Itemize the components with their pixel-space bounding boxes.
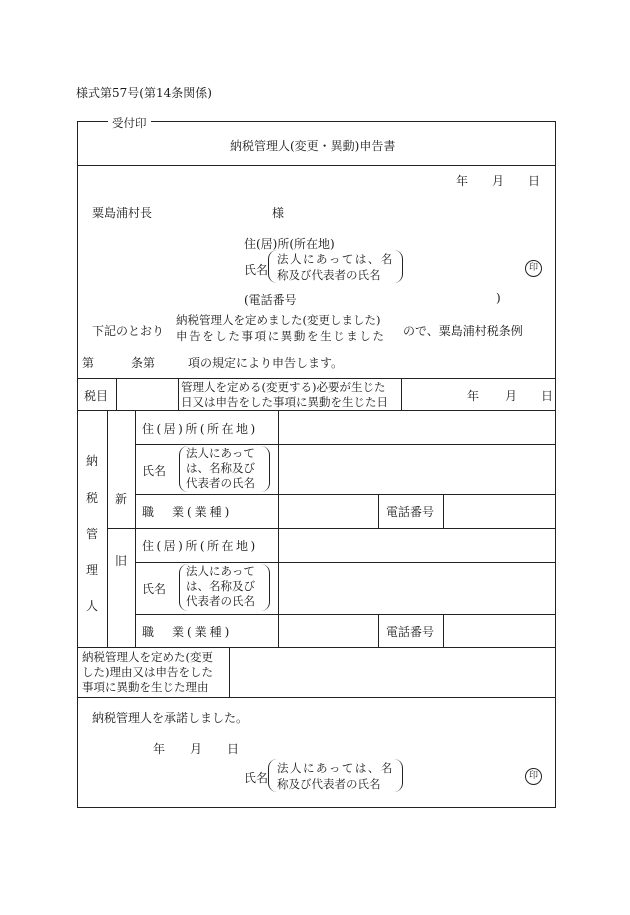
divider [278, 410, 279, 647]
old-name-label: 氏名 [142, 582, 167, 596]
acceptance-month: 月 [190, 742, 203, 756]
form-number: 様式第57号(第14条関係) [76, 86, 212, 100]
old-name-note-line1: 法人にあって [186, 564, 255, 578]
date-need-month: 月 [505, 389, 518, 403]
statement-article: 第 [82, 356, 95, 370]
acceptance-year: 年 [153, 742, 166, 756]
seal-icon: 印 [525, 768, 542, 785]
addressee-honorific: 様 [272, 206, 285, 220]
old-address-label: 住(居)所(所在地) [142, 539, 258, 553]
new-name-label: 氏名 [142, 464, 167, 478]
date-need-label-line2: 日又は申告をした事項に異動を生じた日 [181, 395, 388, 409]
divider [135, 562, 556, 563]
date-year-label: 年 [456, 174, 469, 188]
divider [77, 647, 556, 648]
divider [77, 165, 556, 166]
side-label-char: 税 [86, 491, 99, 505]
divider [378, 614, 379, 647]
side-label-char: 人 [86, 599, 99, 613]
divider [116, 378, 117, 410]
reason-label-line2: した)理由又は申告をした [82, 665, 213, 679]
old-name-note-line3: 代表者の氏名 [186, 594, 255, 608]
date-need-year: 年 [467, 389, 480, 403]
date-need-label-line1: 管理人を定める(変更する)必要が生じた [181, 380, 386, 394]
applicant-name-note-line2: 称及び代表者の氏名 [277, 268, 381, 282]
reason-label-line3: 事項に異動を生じた理由 [82, 680, 209, 694]
old-label: 旧 [115, 554, 128, 568]
acceptance-day: 日 [227, 742, 240, 756]
new-name-note-line3: 代表者の氏名 [186, 476, 255, 490]
side-label-char: 管 [86, 527, 99, 541]
acceptance-text: 納税管理人を承諾しました。 [92, 711, 249, 725]
divider [443, 494, 444, 528]
old-phone-label: 電話番号 [386, 625, 435, 639]
divider [229, 647, 230, 697]
applicant-phone-label: (電話番号 [244, 293, 297, 307]
new-address-label: 住(居)所(所在地) [142, 422, 258, 436]
side-label-char: 理 [86, 563, 99, 577]
statement-clause: 条第 [131, 356, 156, 370]
new-name-note-line1: 法人にあって [186, 446, 255, 460]
divider [378, 494, 379, 528]
divider [77, 410, 556, 411]
applicant-name-label: 氏名 [244, 263, 269, 277]
date-need-day: 日 [541, 389, 554, 403]
applicant-phone-close: ) [496, 291, 501, 305]
divider [135, 494, 556, 495]
old-occupation-label: 職 業(業種) [142, 625, 233, 639]
divider [443, 614, 444, 647]
new-name-note-line2: は、名称及び [186, 461, 255, 475]
divider [135, 614, 556, 615]
applicant-name-note-line1: 法人にあっては、名 [277, 252, 394, 266]
divider [77, 697, 556, 698]
statement-option1: 納税管理人を定めました(変更しました) [176, 313, 381, 327]
divider [107, 410, 108, 647]
acceptance-name-label: 氏名 [244, 771, 269, 785]
divider [401, 378, 402, 410]
page-title: 納税管理人(変更・異動)申告書 [230, 139, 396, 153]
divider [107, 528, 556, 529]
addressee-name: 粟島浦村長 [92, 206, 153, 220]
new-label: 新 [115, 492, 128, 506]
date-day-label: 日 [528, 174, 541, 188]
acceptance-name-note-line1: 法人にあっては、名 [277, 761, 394, 775]
statement-suffix: ので、粟島浦村税条例 [403, 324, 523, 338]
reason-label-line1: 納税管理人を定めた(変更 [82, 650, 213, 664]
statement-option2: 申告をした事項に異動を生じました [176, 329, 386, 343]
applicant-address-label: 住(居)所(所在地) [244, 237, 335, 251]
new-occupation-label: 職 業(業種) [142, 505, 233, 519]
divider [178, 378, 179, 410]
side-label-char: 納 [86, 454, 99, 468]
divider [135, 410, 136, 647]
seal-icon: 印 [525, 260, 542, 277]
tax-item-label: 税目 [84, 389, 109, 403]
reception-stamp-label: 受付印 [108, 115, 151, 131]
divider [135, 444, 556, 445]
acceptance-name-note-line2: 称及び代表者の氏名 [277, 777, 381, 791]
statement-ending: 項の規定により申告します。 [188, 356, 344, 370]
statement-prefix: 下記のとおり [92, 324, 165, 338]
new-phone-label: 電話番号 [386, 505, 435, 519]
date-month-label: 月 [492, 174, 505, 188]
old-name-note-line2: は、名称及び [186, 579, 255, 593]
